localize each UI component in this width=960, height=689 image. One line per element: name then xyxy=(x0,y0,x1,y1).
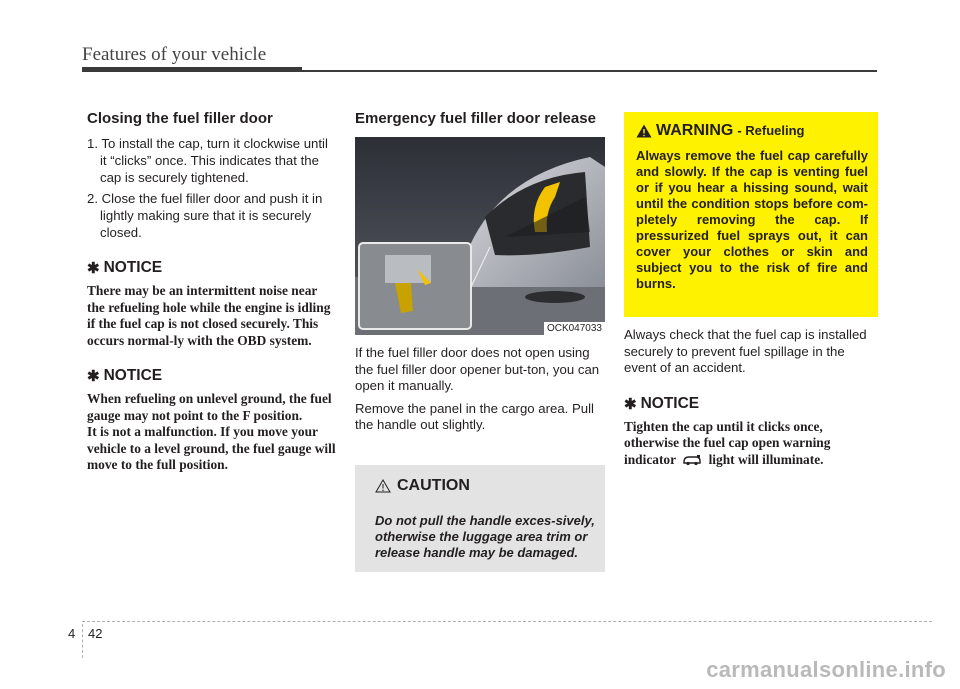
page-header-title: Features of your vehicle xyxy=(82,44,267,65)
notice-text-3-before: Tighten the cap until it clicks once, otherwise the fuel cap open warning indicator xyxy=(624,418,831,467)
cargo-area-photo xyxy=(355,137,605,335)
notice-text-3-after: light will illuminate. xyxy=(708,451,824,467)
notice-heading-1 xyxy=(87,259,337,277)
page-number-separator xyxy=(82,624,83,658)
notice-star-icon: ✱ xyxy=(624,395,637,413)
section-number: 4 xyxy=(68,626,76,641)
caution-label: CAUTION xyxy=(397,477,470,494)
closing-step-2: 2. Close the fuel filler door and push it in lightly making sure that it is securely closed. xyxy=(87,191,323,240)
notice-heading-3 xyxy=(624,395,878,413)
warning-box xyxy=(624,112,878,317)
closing-step-1: 1. To install the cap, turn it clockwise until it “clicks” once. This indicates that the cap is securely tightened. xyxy=(87,136,328,185)
caution-text: Do not pull the handle exces-sively, otherwise the luggage area trim or release handle may be damaged. xyxy=(375,513,595,560)
notice-label-2: NOTICE xyxy=(103,367,163,384)
warning-text: Always remove the fuel cap carefully and slowly. If the cap is venting fuel or if you hear a hissing sound, wait until the condition stops before com-pletely removing the cap. If pressurized fuel sprays out, it can cover your clothes or skin and subject you to the risk of fire and burns. xyxy=(636,148,868,291)
fuel-cap-para: Always check that the fuel cap is installed securely to prevent fuel spillage in the event of an accident. xyxy=(624,327,867,375)
image-code-label: OCK047033 xyxy=(544,322,605,335)
emergency-heading: Emergency fuel filler door release xyxy=(355,110,596,127)
fuel-cap-warning-icon xyxy=(682,454,702,466)
column-right xyxy=(624,110,878,468)
column-middle xyxy=(355,110,605,440)
column-left xyxy=(87,110,337,474)
warning-heading xyxy=(636,122,805,140)
notice-text-2a: When refueling on unlevel ground, the fuel gauge may not point to the F position. xyxy=(87,391,332,423)
closing-heading: Closing the fuel filler door xyxy=(87,110,273,127)
notice-star-icon: ✱ xyxy=(87,368,100,385)
closing-steps xyxy=(87,135,337,241)
page-number: 42 xyxy=(88,626,103,641)
emergency-para-2: Remove the panel in the cargo area. Pull the handle out slightly. xyxy=(355,400,594,432)
warning-label: WARNING xyxy=(656,122,734,139)
notice-heading-2 xyxy=(87,367,337,385)
header-bar xyxy=(82,67,302,72)
warning-sublabel: - Refueling xyxy=(737,123,805,138)
car-trunk-illustration xyxy=(355,137,605,335)
watermark-text: carmanualsonline.info xyxy=(706,657,946,682)
notice-label-1: NOTICE xyxy=(103,259,163,276)
notice-text-3 xyxy=(624,419,878,469)
notice-text-2b: It is not a malfunction. If you move your vehicle to a level ground, the fuel gauge will move to the full position. xyxy=(87,424,336,472)
notice-star-icon: ✱ xyxy=(87,260,100,277)
caution-triangle-icon xyxy=(375,479,391,493)
notice-text-1: There may be an intermittent noise near the refueling hole while the engine is idling if the fuel cap is not closed securely. This occurs normal-ly with the OBD system. xyxy=(87,283,331,348)
caution-box xyxy=(355,465,605,572)
header-rule xyxy=(302,70,877,72)
emergency-para-1: If the fuel filler door does not open using the fuel filler door opener but-ton, you can open it manually. xyxy=(355,345,600,393)
footer-rule xyxy=(82,621,932,622)
notice-label-3: NOTICE xyxy=(640,394,700,412)
caution-heading xyxy=(375,477,470,495)
warning-triangle-icon xyxy=(636,124,652,138)
